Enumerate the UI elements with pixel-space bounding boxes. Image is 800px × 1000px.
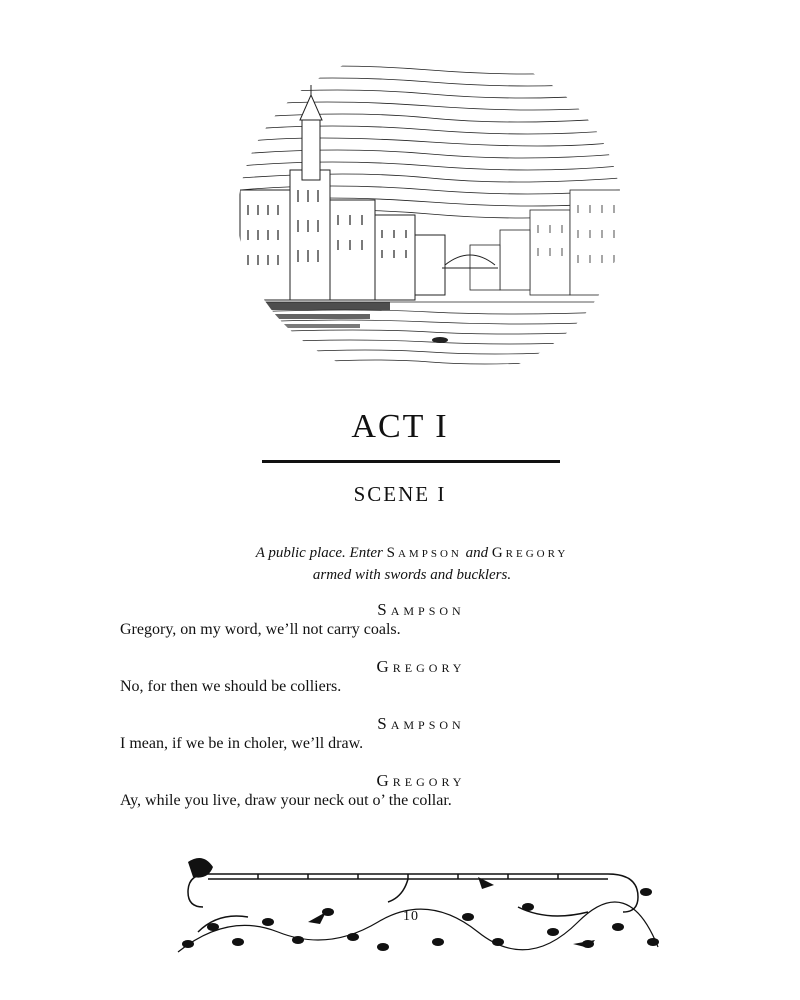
speech-line: I mean, if we be in choler, we’ll draw. (120, 735, 364, 752)
speech (120, 600, 720, 640)
speech-line: Gregory, on my word, we’ll not carry coals. (120, 621, 401, 638)
stage-direction-conjunction: and (465, 545, 489, 561)
speech (120, 714, 720, 754)
speech (120, 771, 720, 811)
stage-direction-line-1 (0, 542, 800, 564)
speech-line: No, for then we should be colliers. (120, 678, 342, 695)
scene-title: SCENE I (353, 482, 447, 506)
speech-line: Ay, while you live, draw your neck out o’ the collar. (120, 792, 452, 809)
speaker-name: Sampson (377, 714, 465, 733)
stage-direction-line-2: armed with swords and bucklers. (312, 567, 512, 583)
stage-direction-text: A public place. Enter (255, 545, 383, 561)
speech (120, 657, 720, 697)
dialogue (120, 600, 720, 828)
title-divider (262, 460, 560, 463)
speaker-name: Gregory (376, 657, 466, 676)
page-number: 10 (403, 909, 419, 924)
speaker-name: Gregory (376, 771, 466, 790)
stage-direction-character: Gregory (491, 545, 569, 561)
decorative-vine-border (168, 852, 668, 964)
canal-engraving-illustration (230, 40, 630, 390)
stage-direction (0, 542, 800, 586)
stage-direction-character: Sampson (386, 545, 462, 561)
speaker-name: Sampson (377, 600, 465, 619)
act-title: ACT I (351, 408, 449, 445)
